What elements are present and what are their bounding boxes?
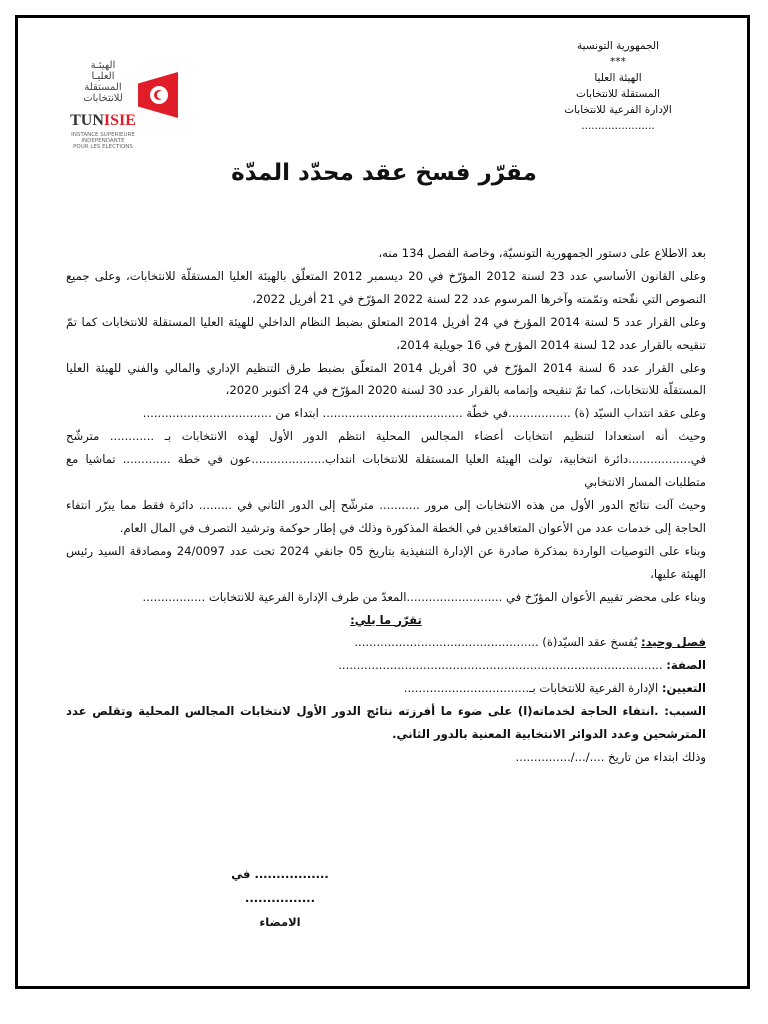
preamble-paragraph: بعد الاطلاع على دستور الجمهورية التونسيّة، وخاصة الفصل 134 منه، bbox=[378, 246, 706, 260]
preamble-paragraph: وحيث أنه استعدادا لتنظيم انتخابات أعضاء المجالس المحلية انتظم الدور الأول لهذه الانتخابات بـ ............ مترشّح في.................دائرة انتخابية، تولت الهيئة العليا المستقلة للانتخابات انتداب....................عون في خطة ............. تماشيا مع متطلبات المسار الانتخابي bbox=[66, 429, 706, 490]
position-label: الصفة: bbox=[666, 658, 706, 673]
document-title: مقرّر فسخ عقد محدّد المدّة bbox=[231, 160, 537, 186]
isie-logo bbox=[68, 60, 188, 160]
signature-label: الامضاء bbox=[259, 915, 301, 929]
article-position: الصفة: ........................................................................................ bbox=[338, 658, 706, 673]
preamble-paragraph: وحيث آلت نتائج الدور الأول من هذه الانتخابات إلى مرور ........... مترشّح إلى الدور الثاني في ......... دائرة فقط مما يبرّر انتفاء الحاجة إلى خدمات عدد من الأعوان المتعاقدين في الخطة المذكورة وذلك في إطار حوكمة وترشيد التصرف في المال العام. bbox=[66, 497, 706, 535]
institution-header bbox=[538, 38, 698, 134]
republic-name: الجمهورية التونسية bbox=[577, 40, 659, 52]
decision-heading: تقرّر ما يلي: bbox=[350, 612, 422, 627]
effective-date: وذلك ابتداء من تاريخ ..../.../............... bbox=[515, 749, 706, 764]
preamble-paragraph: وعلى القانون الأساسي عدد 23 لسنة 2012 المؤرّخ في 20 ديسمبر 2012 المتعلّق بالهيئة العليا المستقلّة للانتخابات، وعلى جميع النصوص التي نقّحته وتمّمته وآخرها المرسوم عدد 22 لسنة 2022 المؤرّخ في 21 أفريل 2022، bbox=[66, 268, 707, 306]
branch-name: الإدارة الفرعية للانتخابات bbox=[564, 104, 672, 116]
authority-name-line1: الهيئة العليا bbox=[594, 72, 642, 84]
article-label: فصل وحيد: bbox=[640, 635, 706, 650]
preamble-paragraph: وبناء على محضر تقييم الأعوان المؤرّخ في ..........................المعدّ من طرف الإدارة الفرعية للانتخابات ................. bbox=[142, 589, 706, 604]
authority-name-line2: المستقلة للانتخابات bbox=[575, 88, 660, 100]
signature-block bbox=[215, 862, 345, 934]
article-reason: السبب: .انتفاء الحاجة لخدماته(ا) على ضوء ما أفرزته نتائج الدور الأول لانتخابات المجالس المحلية وتقلص عدد المترشحين وعدد الدوائر الانتخابية المعنية بالدور الثاني. bbox=[66, 704, 706, 742]
header-stars: *** bbox=[610, 56, 626, 68]
assignment-label: التعيين: bbox=[661, 681, 706, 696]
logo-brand: TUNISIE bbox=[70, 112, 136, 129]
reference-dots: ...................... bbox=[581, 120, 655, 132]
preamble-paragraph: وعلى القرار عدد 6 لسنة 2014 المؤرّخ في 30 أفريل 2014 المتعلّق بضبط طرق التنظيم الإداري والمالي والفني للهيئة العليا المستقلّة للانتخابات، كما تمّ تنقيحه وإتمامه بالقرار عدد 30 لسنة 2020 المؤرّخ في 24 أكتوبر 2020، bbox=[66, 360, 706, 398]
tunisian-flag-icon bbox=[138, 72, 178, 118]
preamble-paragraph: وبناء على التوصيات الواردة بمذكرة صادرة عن الإدارة التنفيذية بتاريخ 05 جانفي 2024 تحت عدد 24/0097 ومصادقة السيد رئيس الهيئة عليها، bbox=[66, 543, 706, 581]
place-date: ................. في ................ bbox=[231, 867, 329, 905]
logo-french-text: INSTANCE SUPERIEURE INDEPENDANTE POUR LES ELECTIONS bbox=[71, 132, 135, 150]
preamble-paragraph: وعلى عقد انتداب السيّد (ة) .................في خطّة ...................................... ابتداء من ................................... bbox=[142, 406, 706, 421]
preamble-paragraph: وعلى القرار عدد 5 لسنة 2014 المؤرخ في 24 أفريل 2014 المتعلق بضبط النظام الداخلي للهيئة العليا المستقلة للانتخابات كما تمّ تنقيحه بالقرار عدد 12 لسنة 2014 المؤرخ في 16 جويلية 2014، bbox=[66, 314, 707, 352]
document-body bbox=[66, 242, 706, 769]
reason-label: السبب: bbox=[664, 704, 706, 719]
logo-arabic-text: الهيئـة العليـا المستقلة للانتخابات bbox=[83, 60, 123, 104]
article-single: فصل وحيد: يُفسخ عقد السيّد(ة) .................................................. bbox=[354, 635, 706, 650]
article-assignment: التعيين: الإدارة الفرعية للانتخابات بـ.................................. bbox=[403, 681, 706, 696]
